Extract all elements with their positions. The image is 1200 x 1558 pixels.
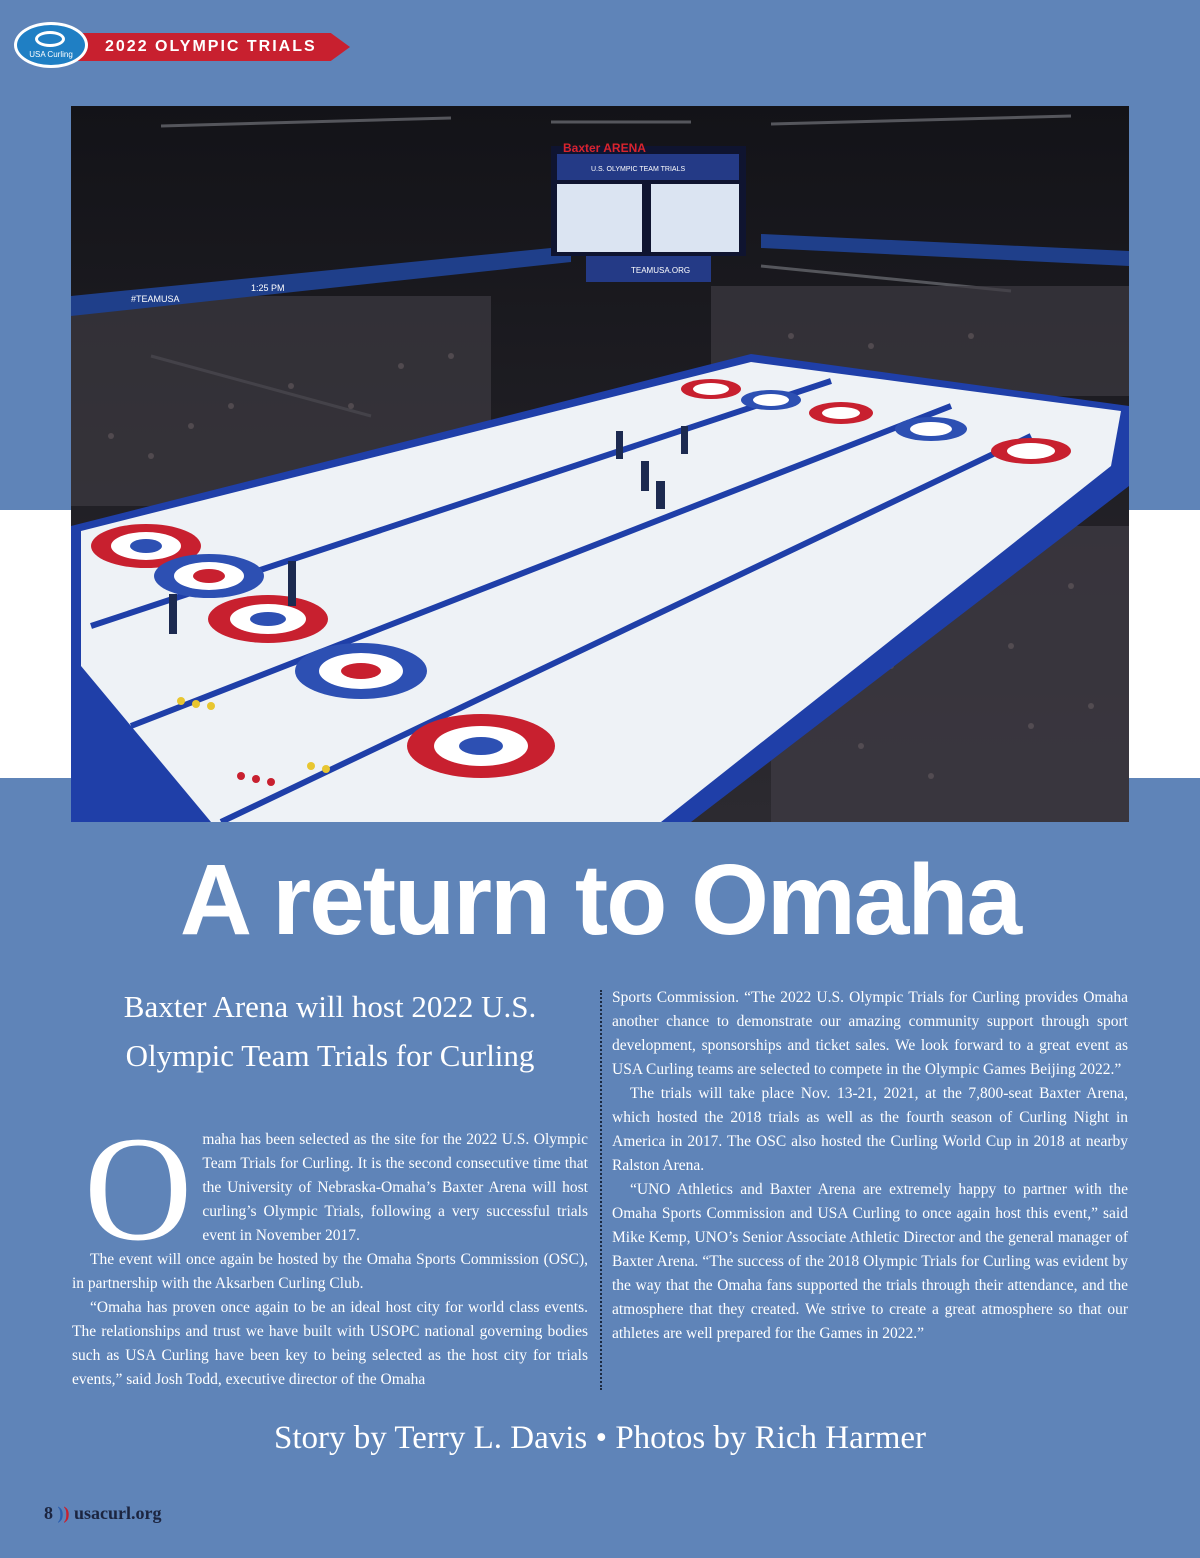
arena-photo	[71, 106, 1129, 822]
bracket-icon: )	[57, 1503, 64, 1523]
page-footer	[44, 1503, 162, 1524]
paragraph: “Omaha has proven once again to be an ideal host city for world class events. The relationships and trust we have built with USOPC national governing bodies such as USA Curling have been key to being selected as the host city for trials events,” said Josh Todd, executive director of the Omaha	[72, 1299, 588, 1388]
curling-stone-icon	[35, 31, 65, 47]
bracket-icon: )	[63, 1503, 70, 1523]
curling-arena-illustration	[71, 106, 1129, 822]
paragraph: The trials will take place Nov. 13-21, 2021, at the 7,800-seat Baxter Arena, which hosted the 2018 trials as well as the fourth season of Curling Night in America in 2017. The OSC also hosted the Curling World Cup in 2018 at nearby Ralston Arena.	[612, 1085, 1128, 1174]
scoreboard-sub: U.S. OLYMPIC TEAM TRIALS	[591, 166, 686, 173]
ribbon-tag: #TEAMUSA	[131, 294, 180, 304]
article-title: A return to Omaha	[179, 844, 1021, 956]
paragraph: The event will once again be hosted by the Omaha Sports Commission (OSC), in partnership with the Aksarben Curling Club.	[72, 1251, 588, 1292]
scoreboard-title: Baxter ARENA	[563, 141, 646, 155]
story-credits: Story by Terry L. Davis • Photos by Rich Harmer	[273, 1420, 927, 1456]
ribbon-time: 1:25 PM	[251, 283, 285, 293]
logo-text: USA Curling	[29, 50, 73, 59]
article-subtitle: Baxter Arena will host 2022 U.S. Olympic Team Trials for Curling	[123, 989, 537, 1073]
usa-curling-logo	[14, 22, 88, 68]
paragraph: Sports Commission. “The 2022 U.S. Olympic Trials for Curling provides Omaha another chance to demonstrate our amazing community support through sport development, sponsorships and ticket sales. We look forward to a great event as USA Curling teams are selected to compete in the Olympic Games Beijing 2022.”	[612, 989, 1128, 1078]
drop-cap: O	[84, 1106, 193, 1272]
paragraph: maha has been selected as the site for the 2022 U.S. Olympic Team Trials for Curling. It is the second consecutive time that the University of Nebraska-Omaha’s Baxter Arena will host curling’s Olympic Trials, following a very successful trials event in November 2017.	[202, 1131, 588, 1244]
column-divider	[600, 990, 602, 1390]
site-url: usacurl.org	[74, 1503, 162, 1523]
article-column-right	[612, 986, 1128, 1346]
paragraph: “UNO Athletics and Baxter Arena are extremely happy to partner with the Omaha Sports Commission and USA Curling to once again host this event,” said Mike Kemp, UNO’s Senior Associate Athletic Director and the general manager of Baxter Arena. “The success of the 2018 Olympic Trials for Curling was evident by the way that the Omaha fans supported the trials through their attendance, and the atmosphere that they created. We strive to create a great atmosphere so that our athletes are well prepared for the Games in 2022.”	[612, 1181, 1128, 1342]
page-number: 8	[44, 1503, 53, 1523]
scoreboard-teamusa: TEAMUSA.ORG	[631, 266, 691, 275]
article-column-left	[72, 1106, 588, 1392]
section-label: 2022 OLYMPIC TRIALS	[105, 38, 317, 55]
